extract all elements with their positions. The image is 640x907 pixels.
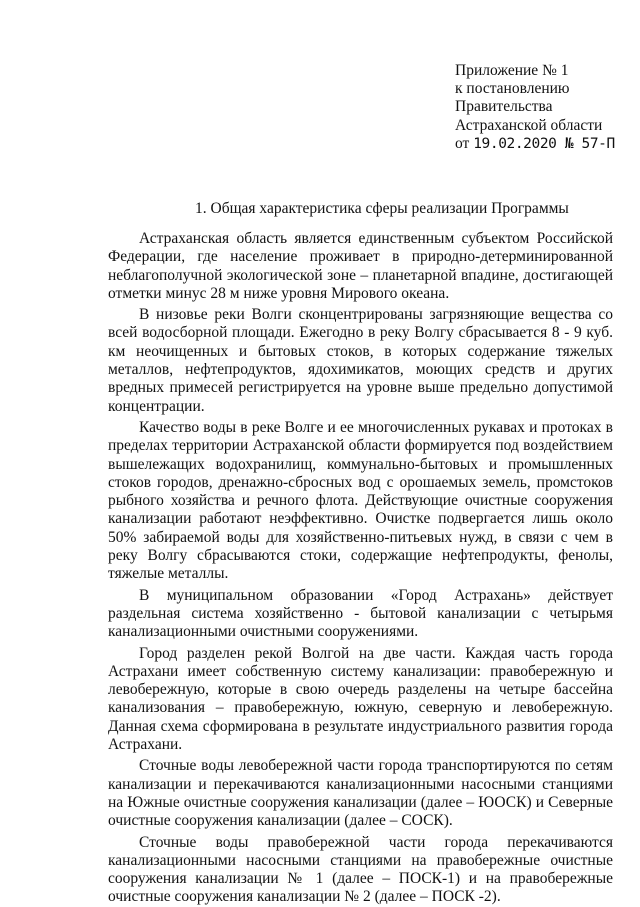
- paragraph: Сточные воды правобережной части города перекачиваются канализационными насосными станциями на правобережные очистные сооружения канализации № 1 (далее – ПОСК-1) и на правобережные очистные сооружения канализации № 2 (далее – ПОСК -2).: [108, 833, 613, 906]
- appendix-header: [455, 62, 615, 153]
- body-text: [108, 230, 613, 907]
- date-prefix: от: [455, 134, 470, 152]
- paragraph: Город разделен рекой Волгой на две части. Каждая часть города Астрахани имеет собственную систему канализации: правобережную и левобережную, которые в свою очередь разделены на четыре бассейна канализования – правобережную, южную, северную и левобережную. Данная схема сформирована в результате индустриального развития города Астрахани.: [108, 644, 613, 754]
- paragraph: В муниципальном образовании «Город Астрахань» действует раздельная система хозяйственно - бытовой канализации с четырьмя канализационными очистными сооружениями.: [108, 586, 613, 641]
- section-title: 1. Общая характеристика сферы реализации Программы: [195, 200, 569, 217]
- appendix-line-3: Правительства: [455, 98, 553, 116]
- date-stamp: 19.02.2020 № 57-П: [473, 135, 615, 152]
- appendix-line-4: Астраханской области: [455, 116, 603, 134]
- appendix-date-line: [455, 135, 615, 153]
- paragraph: Качество воды в реке Волге и ее многочисленных рукавах и протоках в пределах территории Астраханской области формируется под воздействием вышележащих водохранилищ, коммунально-бытовых и промышленных стоков городов, дренажно-сбросных вод с орошаемых земель, промстоков рыбного хозяйства и речного флота. Действующие очистные сооружения канализации работают неэффективно. Очистке подвергается лишь около 50% забираемой воды для хозяйственно-питьевых нужд, в связи с чем в реку Волгу сбрасываются стоки, содержащие нефтепродукты, фенолы, тяжелые металлы.: [108, 418, 613, 583]
- paragraph: Астраханская область является единственным субъектом Российской Федерации, где население проживает в природно-детерминированной неблагополучной экологической зоне – планетарной впадине, достигающей отметки минус 28 м ниже уровня Мирового океана.: [108, 230, 613, 302]
- appendix-line-1: Приложение № 1: [455, 62, 569, 79]
- appendix-line-2: к постановлению: [455, 80, 570, 98]
- paragraph: Сточные воды левобережной части города транспортируются по сетям канализации и перекачиваются канализационными насосными станциями на Южные очистные сооружения канализации (далее – ЮОСК) и Северные очистные сооружения канализации (далее – СОСК).: [108, 757, 613, 830]
- paragraph: В низовье реки Волги сконцентрированы загрязняющие вещества со всей водосборной площади. Ежегодно в реку Волгу сбрасывается 8 - 9 куб. км неочищенных и бытовых стоков, в которых содержание тяжелых металлов, нефтепродуктов, ядохимикатов, моющих средств и других вредных примесей регистрируется на уровне выше предельно допустимой концентрации.: [108, 306, 613, 415]
